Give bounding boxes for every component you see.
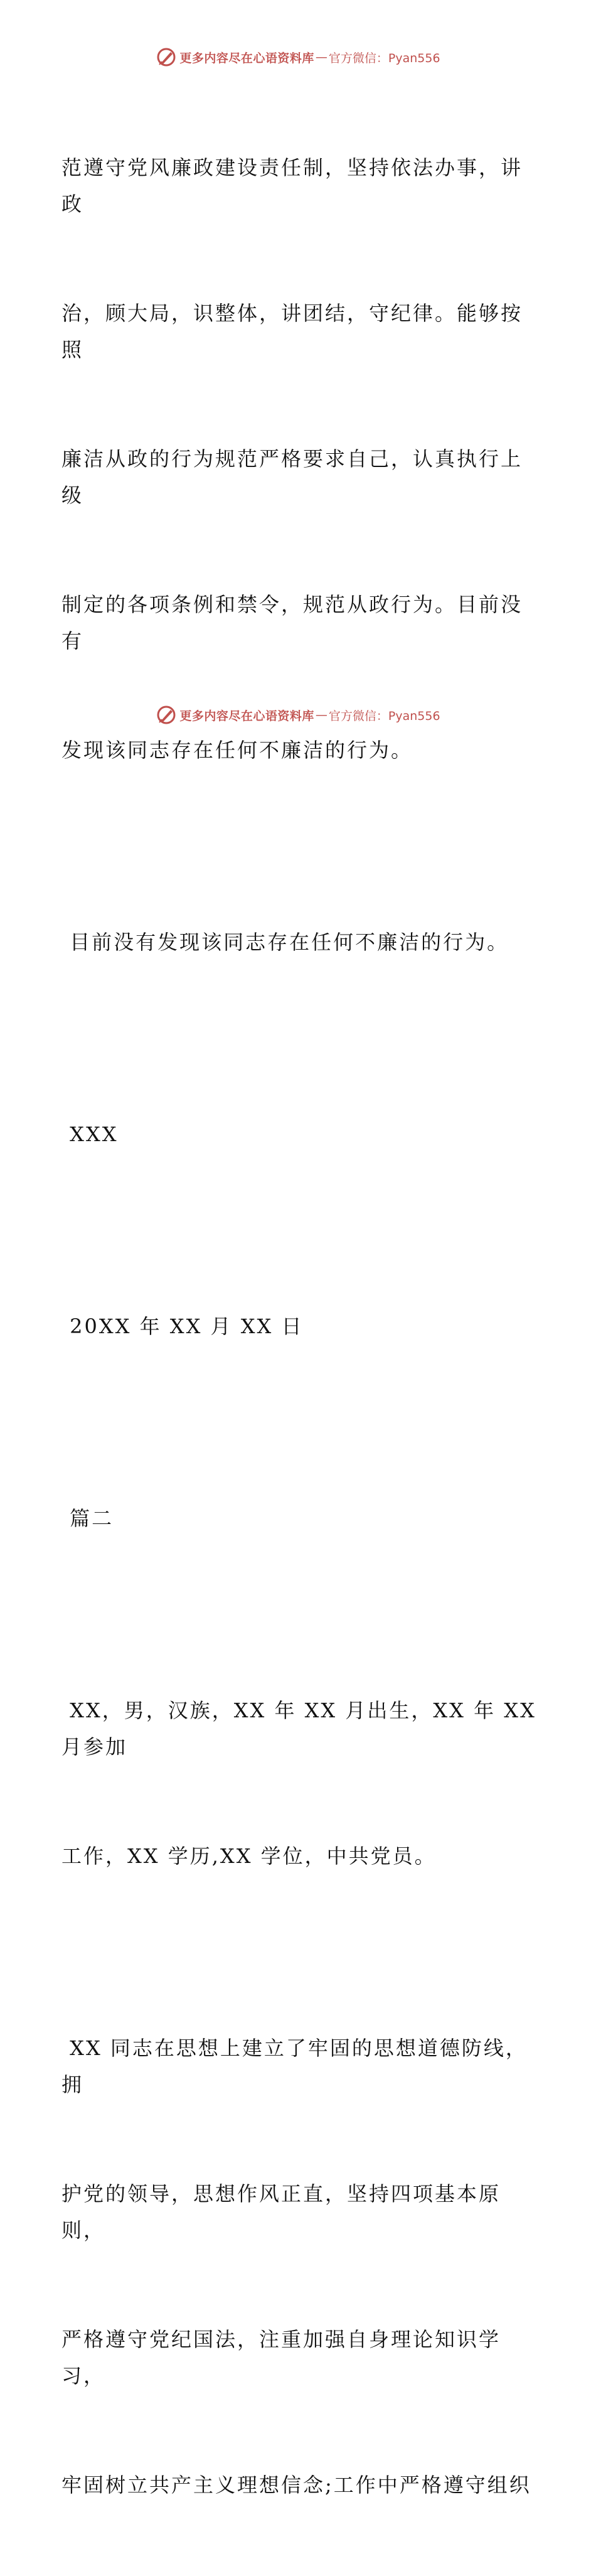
text-line: 发现该同志存在任何不廉洁的行为。 (61, 738, 413, 762)
header-watermark (0, 46, 596, 68)
paragraph-evaluation (61, 1957, 538, 2576)
watermark-dash: — (315, 50, 327, 64)
section-heading (61, 1427, 538, 1609)
paragraph-conclusion (61, 851, 538, 1033)
quill-logo-icon (156, 46, 177, 68)
watermark-wechat-text: 官方微信：Pyan556 (328, 709, 440, 723)
text-line: 工作，XX 学历,XX 学位，中共党员。 (61, 1844, 437, 1868)
watermark-wechat-text: 官方微信：Pyan556 (328, 51, 440, 65)
signature-date (61, 1235, 538, 1417)
text-line: 篇二 (61, 1506, 114, 1530)
text-line: XX，男，汉族，XX 年 XX 月出生，XX 年 XX 月参加 (61, 1699, 545, 1759)
watermark-dash: — (315, 708, 327, 722)
paragraph-bio (61, 1619, 545, 1947)
text-line: 护党的领导，思想作风正直，坚持四项基本原则， (61, 2182, 501, 2242)
text-line: XXX (61, 1122, 119, 1146)
watermark-brand-text: 更多内容尽在心语资料库 (179, 709, 314, 723)
text-line: XX 同志在思想上建立了牢固的思想道德防线，拥 (61, 2036, 528, 2096)
text-line: 廉洁从政的行为规范严格要求自己，认真执行上级 (61, 447, 523, 507)
text-line: 牢固树立共产主义理想信念;工作中严格遵守组织 (61, 2473, 531, 2497)
text-line: 范遵守党风廉政建设责任制，坚持依法办事，讲政 (61, 156, 523, 216)
text-line: 治，顾大局，识整体，讲团结，守纪律。能够按照 (61, 301, 523, 362)
quill-logo-icon (156, 704, 177, 726)
text-line: 制定的各项条例和禁令，规范从政行为。目前没有 (61, 593, 523, 653)
text-line: 目前没有发现该同志存在任何不廉洁的行为。 (61, 930, 509, 954)
text-line: 严格遵守党纪国法，注重加强自身理论知识学习， (61, 2327, 501, 2388)
signature-name (61, 1043, 538, 1225)
document-body (61, 77, 545, 2576)
watermark-brand-text: 更多内容尽在心语资料库 (179, 51, 314, 65)
footer-watermark (0, 704, 596, 726)
text-line: 20XX 年 XX 月 XX 日 (61, 1314, 304, 1338)
paragraph-continued (61, 77, 538, 841)
